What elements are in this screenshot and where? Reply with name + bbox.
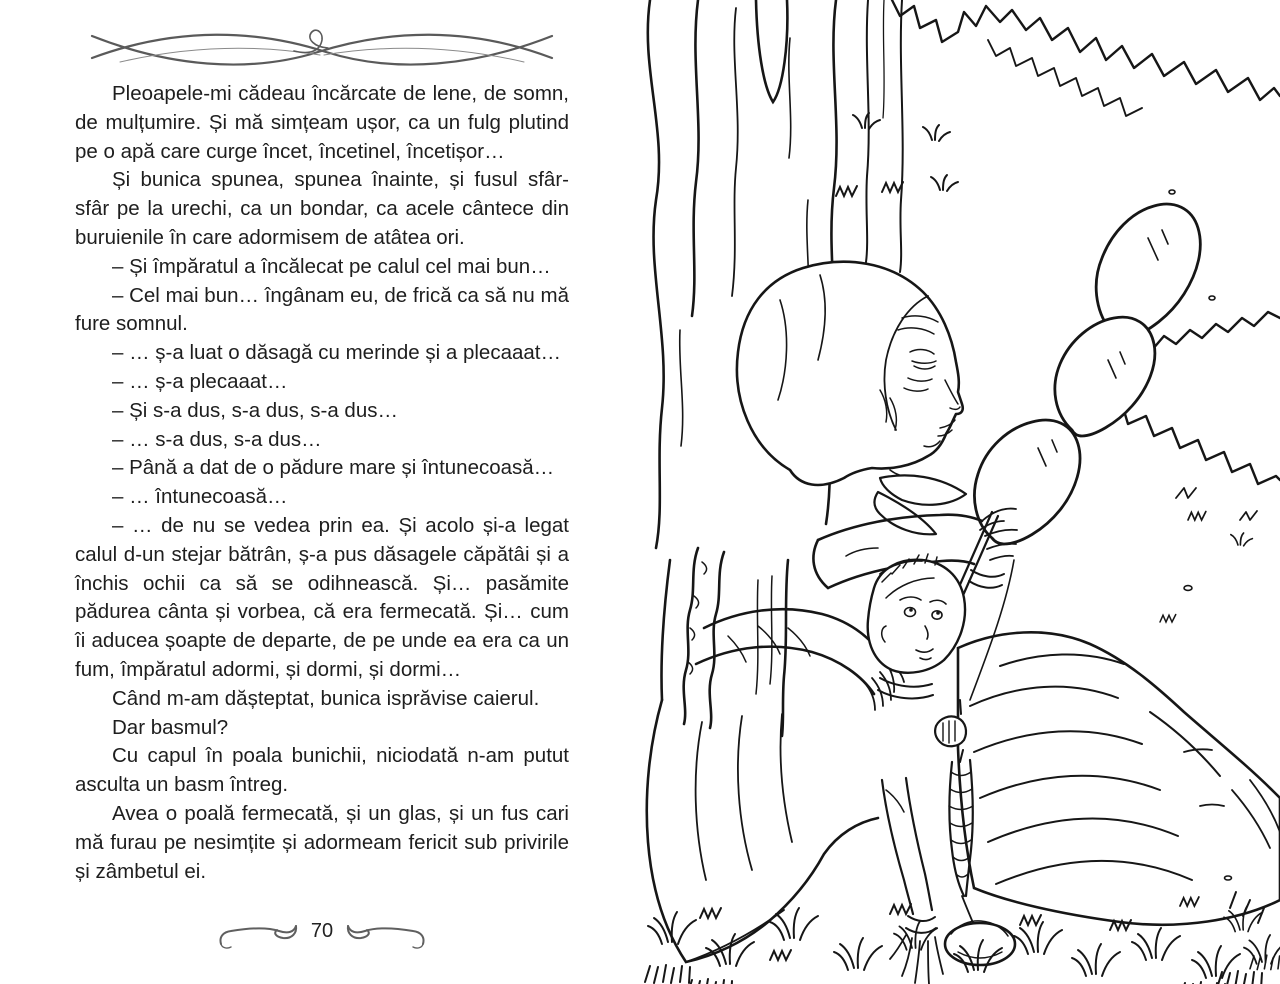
story-paragraph: – Cel mai bun… îngânam eu, de frică ca să nu mă fure somnul.	[75, 283, 569, 336]
story-paragraph: – Și s-a dus, s-a dus, s-a dus…	[112, 398, 398, 422]
story-paragraph: Când m-am dășteptat, bunica isprăvise caierul.	[112, 686, 540, 710]
story-paragraph: – … ș-a luat o dăsagă cu merinde și a plecaaat…	[112, 341, 561, 365]
story-paragraph: – … de nu se vedea prin ea. Și acolo și-a legat calul d-un stejar bătrân, ș-a pus dăsagele căpătâi și a închis ochii ca să se odihnească. Și… pasămite pădurea cânta și vorbea, că era fermecată. Și… cum îi aducea șoapte de departe, de pe unde ea era ca un fum, împăratul adormi, și dormi, și dormi…	[75, 513, 569, 681]
footer-flourish-right	[343, 918, 427, 950]
foliage	[892, 0, 1280, 520]
story-text	[75, 80, 569, 886]
story-paragraph: – … s-a dus, s-a dus…	[112, 427, 322, 451]
striped-blanket	[958, 632, 1280, 924]
story-paragraph: – Până a dat de o pădure mare și întunecoasă…	[112, 456, 555, 480]
story-paragraph: Și bunica spunea, spunea înainte, și fusul sfâr-sfâr pe la urechi, ca un bondar, ca acele cântece din buruienile în care adormisem de atâtea ori.	[75, 168, 569, 249]
story-paragraph: – … întunecoasă…	[112, 485, 288, 509]
page-footer	[75, 918, 569, 950]
story-paragraph: – … ș-a plecaaat…	[112, 369, 288, 393]
ornament-flourish-top	[86, 22, 558, 68]
story-paragraph: Dar basmul?	[112, 715, 229, 739]
story-paragraph: – Și împăratul a încălecat pe calul cel mai bun…	[112, 254, 551, 278]
story-paragraph: Cu capul în poala bunichii, niciodată n-am putut asculta un basm întreg.	[75, 744, 569, 797]
wool-distaff	[974, 204, 1200, 544]
footer-flourish-left	[217, 918, 301, 950]
story-paragraph: Avea o poală fermecată, și un glas, și un fus cari mă furau pe nesimțite și adormeam fericit sub privirile și zâmbetul ei.	[75, 801, 569, 883]
illustration	[640, 0, 1280, 984]
story-paragraph: Pleoapele-mi cădeau încărcate de lene, de somn, de mulțumire. Și mă simțeam ușor, ca un fulg plutind pe o apă care curge încet, încetinel, încetișor…	[75, 82, 569, 163]
boy	[868, 554, 965, 698]
skirt	[647, 700, 878, 962]
page-number: 70	[310, 920, 334, 942]
